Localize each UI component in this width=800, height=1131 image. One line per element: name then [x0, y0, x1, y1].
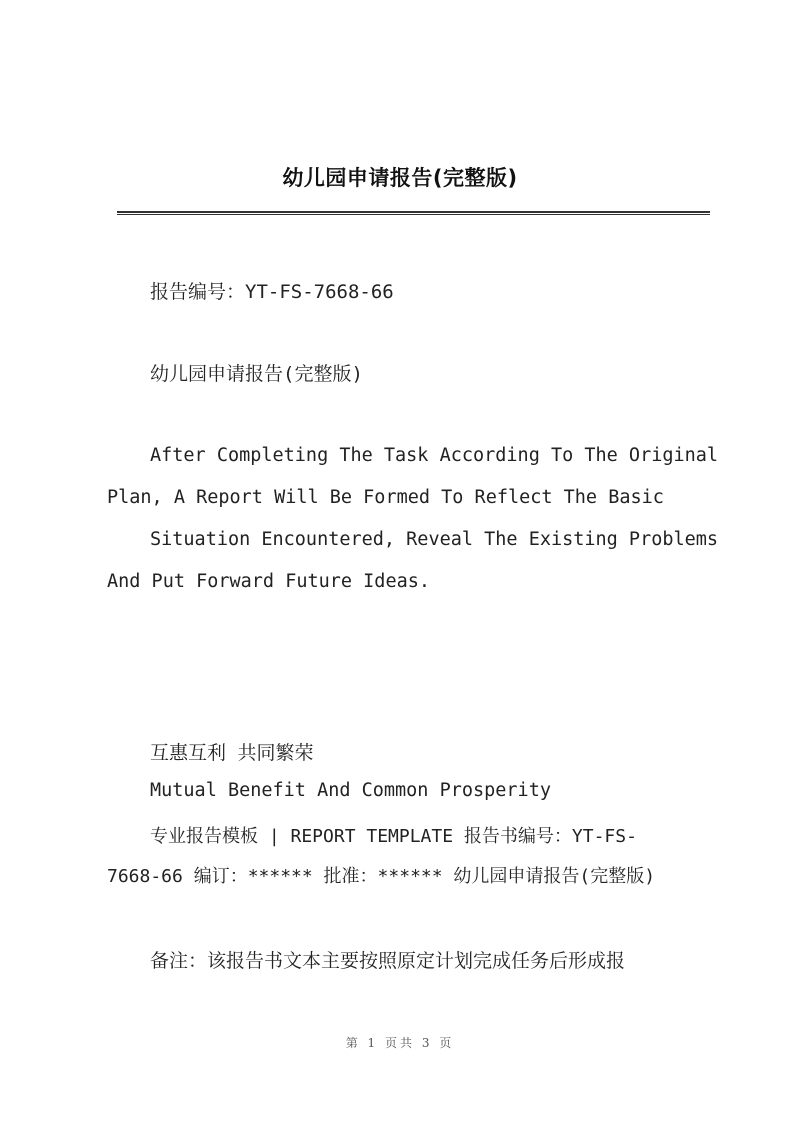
abstract-line: Situation Encountered, Reveal The Existing Problems — [150, 529, 719, 550]
abstract-line: And Put Forward Future Ideas. — [107, 571, 431, 592]
report-number: 报告编号：YT-FS-7668-66 — [150, 281, 394, 303]
template-info-line: 7668-66 编订：****** 批准：****** 幼儿园申请报告(完整版) — [107, 866, 656, 887]
abstract-line: Plan, A Report Will Be Formed To Reflect The Basic — [107, 487, 664, 508]
slogan-chinese: 互惠互利 共同繁荣 — [150, 742, 314, 764]
page-title: 幼儿园申请报告(完整版) — [282, 166, 518, 190]
document-subtitle: 幼儿园申请报告(完整版) — [150, 363, 363, 385]
title-divider — [117, 211, 710, 215]
page-number: 第 1 页共 3 页 — [345, 1036, 455, 1050]
template-info-line: 专业报告模板 | REPORT TEMPLATE 报告书编号：YT-FS- — [150, 826, 637, 847]
slogan-english: Mutual Benefit And Common Prosperity — [150, 780, 551, 801]
abstract-line: After Completing The Task According To The Original — [150, 445, 719, 466]
note-line: 备注：该报告书文本主要按照原定计划完成任务后形成报 — [150, 950, 626, 972]
